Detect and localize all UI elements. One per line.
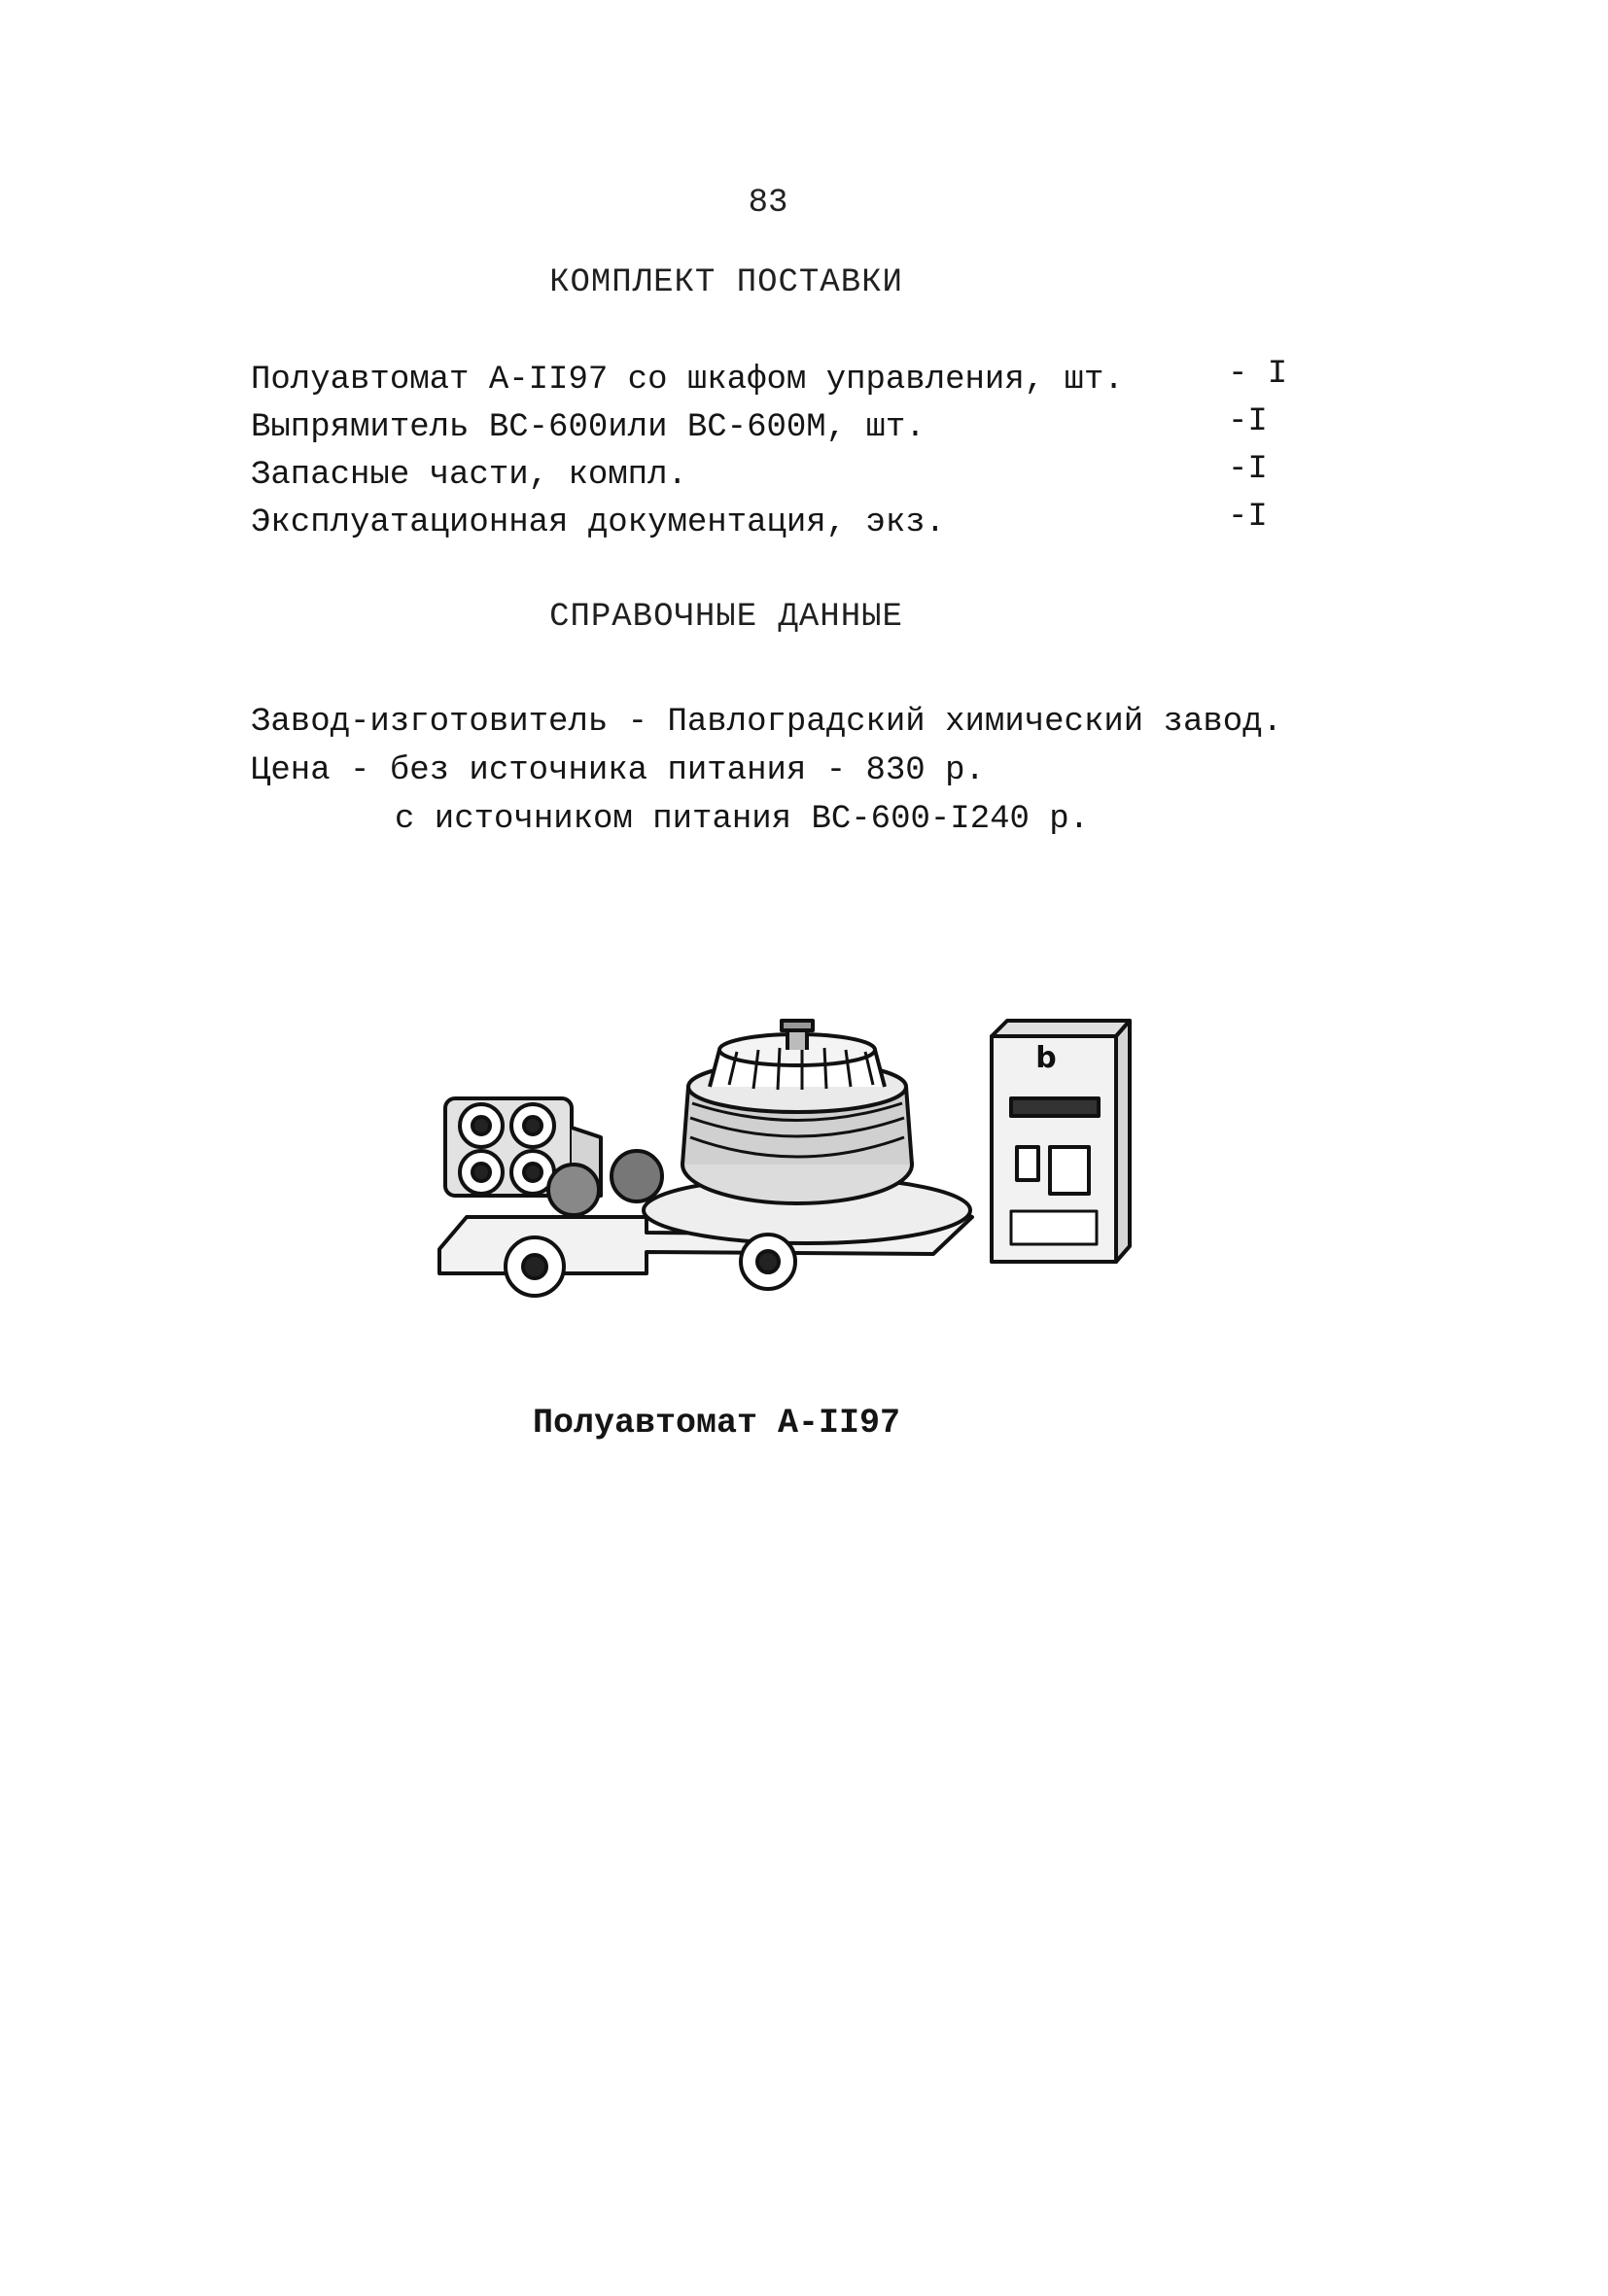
delivery-set-list	[251, 356, 1291, 552]
item-label: Выпрямитель ВС-600или ВС-600М, шт.	[251, 409, 926, 446]
item-quantity: -I	[1228, 499, 1268, 536]
item-label: Эксплуатационная документация, экз.	[251, 504, 946, 541]
item-label: Запасные части, компл.	[251, 457, 687, 494]
panel-glyph: b	[1035, 1041, 1057, 1075]
reference-data-title: СПРАВОЧНЫЕ ДАННЫЕ	[549, 599, 903, 636]
manufacturer-line: Завод-изготовитель - Павлоградский химический завод.	[251, 704, 1282, 741]
page-number: 83	[748, 185, 788, 222]
delivery-set-title: КОМПЛЕКТ ПОСТАВКИ	[549, 264, 903, 301]
list-item	[251, 403, 1291, 457]
machine-illustration	[428, 991, 1147, 1341]
list-item	[251, 451, 1291, 504]
item-quantity: -I	[1228, 451, 1268, 488]
list-item	[251, 499, 1291, 552]
reference-data-block	[251, 698, 1282, 844]
list-item	[251, 356, 1291, 409]
price-line: Цена - без источника питания - 830 р.	[251, 752, 985, 789]
figure-caption: Полуавтомат А-II97	[532, 1404, 901, 1443]
item-quantity: -I	[1228, 403, 1268, 440]
price-line-with-source: с источником питания ВС-600-I240 р.	[395, 801, 1090, 838]
item-quantity: - I	[1228, 356, 1288, 393]
item-label: Полуавтомат А-II97 со шкафом управления, шт.	[251, 362, 1124, 399]
